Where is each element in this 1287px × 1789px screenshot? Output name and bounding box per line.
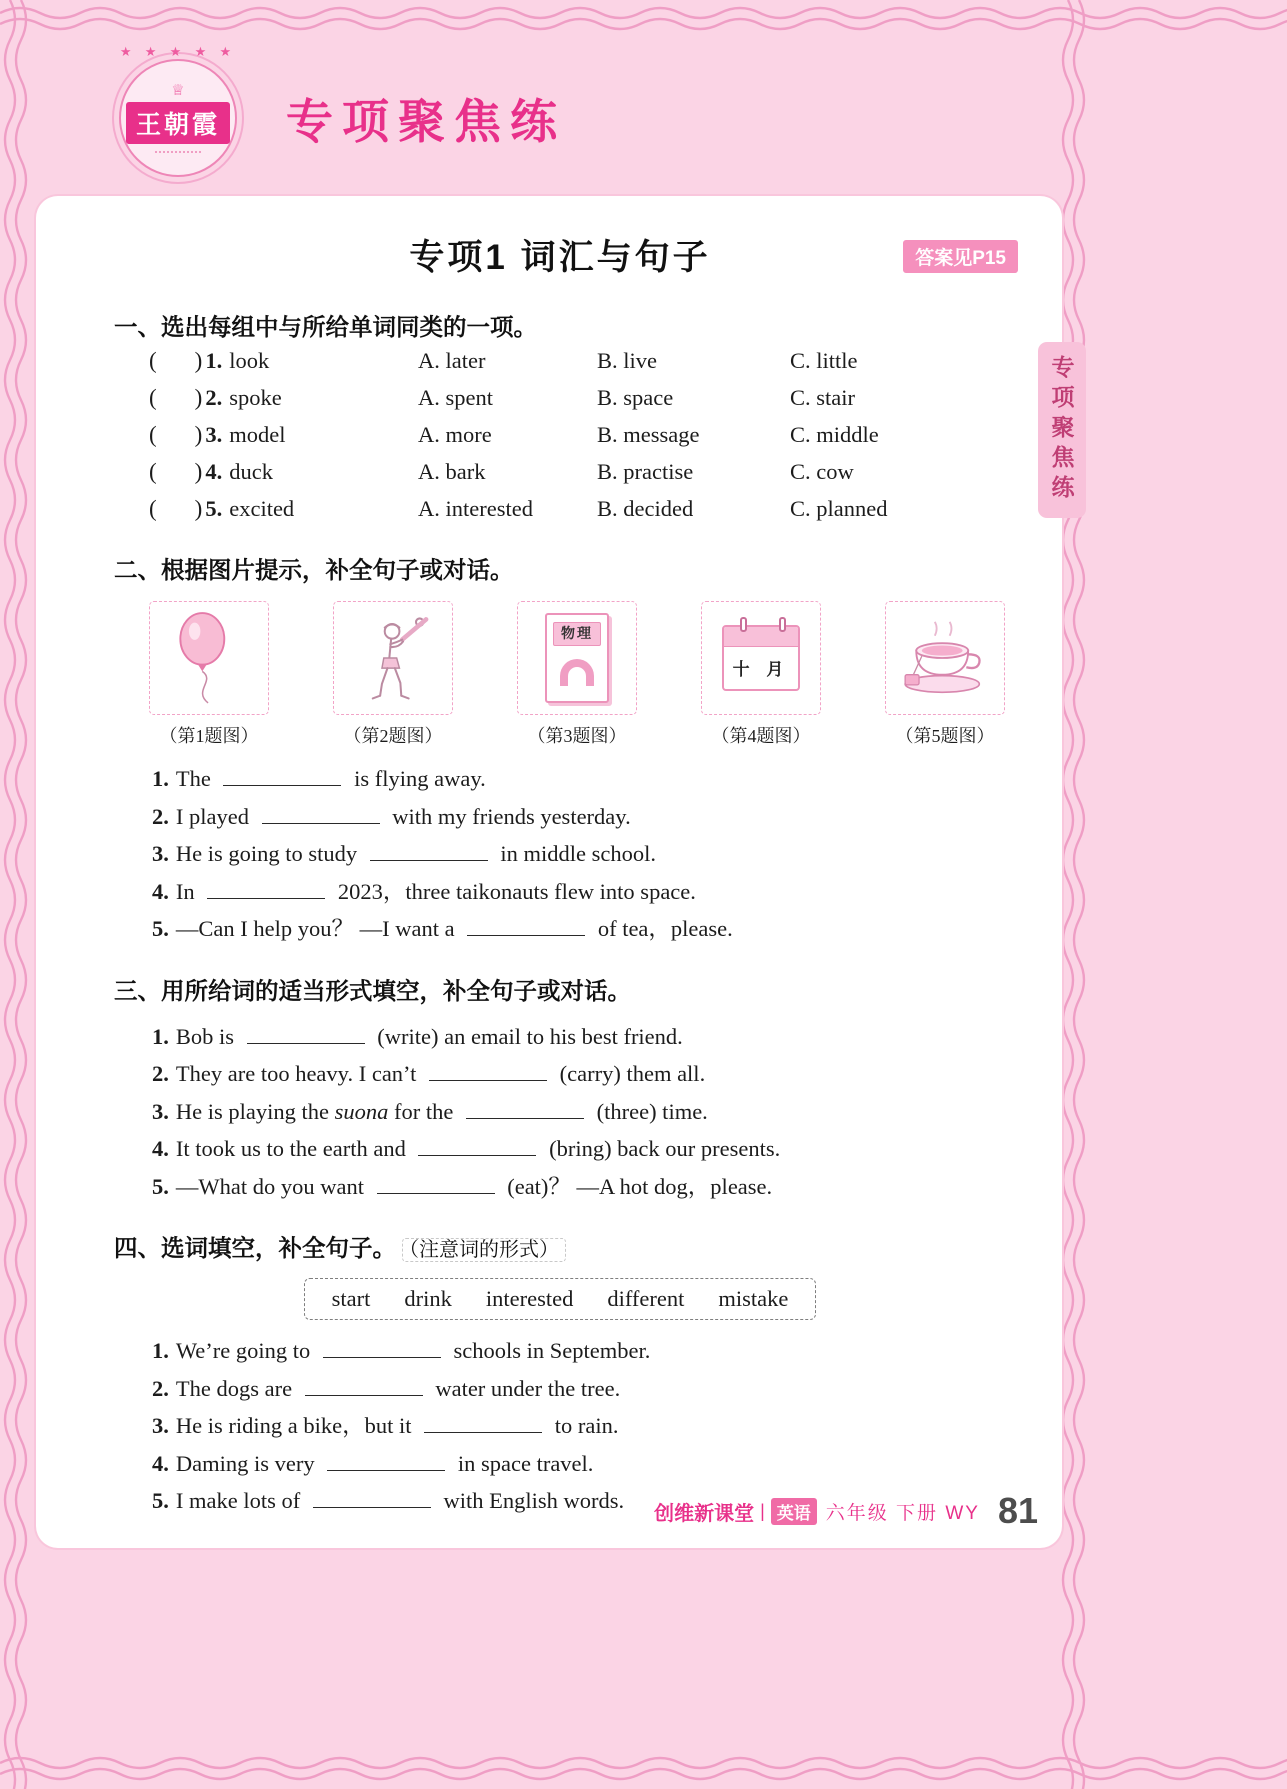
item-text-post: (three) time. bbox=[596, 1098, 708, 1124]
answer-blank[interactable] bbox=[207, 886, 325, 899]
mc-question-row bbox=[149, 490, 1006, 527]
figure-caption: （第3题图） bbox=[527, 726, 627, 746]
calendar-ring bbox=[740, 617, 747, 632]
mc-question-row bbox=[149, 453, 1006, 490]
item-number: 1. bbox=[152, 1338, 169, 1363]
item-number: 3. bbox=[152, 1413, 169, 1438]
brand-name: 王朝霞 bbox=[126, 102, 230, 144]
crown-icon: ♕ bbox=[171, 82, 185, 99]
item-text-pre: In bbox=[175, 878, 195, 904]
word-bank-word: interested bbox=[485, 1286, 574, 1311]
option-b: B. space bbox=[597, 385, 674, 410]
calendar-icon bbox=[722, 625, 800, 691]
figure-caption: （第5题图） bbox=[895, 726, 995, 746]
word-bank-word: different bbox=[607, 1286, 685, 1311]
item-number: 5. bbox=[152, 916, 169, 941]
figure-4 bbox=[701, 601, 821, 748]
answer-blank[interactable] bbox=[467, 923, 585, 936]
figure-5 bbox=[885, 601, 1005, 748]
item-text-pre: We’re going to bbox=[175, 1338, 311, 1363]
book-title-label: 物理 bbox=[553, 622, 601, 646]
magnet-icon bbox=[560, 659, 594, 686]
item-text-pre: They are too heavy. I can’t bbox=[175, 1061, 417, 1086]
item-number: 2. bbox=[152, 803, 169, 829]
item-text-post: to rain. bbox=[554, 1413, 619, 1438]
item-number: 4. bbox=[152, 1136, 169, 1161]
figure-box bbox=[885, 601, 1005, 715]
figure-3 bbox=[517, 601, 637, 748]
option-b: B. practise bbox=[597, 459, 694, 484]
figure-1 bbox=[149, 601, 269, 748]
section4-heading bbox=[114, 1229, 1006, 1263]
word-bank-word: drink bbox=[404, 1286, 452, 1311]
italic-word: suona bbox=[334, 1098, 389, 1124]
answer-blank[interactable] bbox=[262, 811, 380, 824]
item-text-post: of tea，please. bbox=[597, 916, 733, 941]
item-text-post: water under the tree. bbox=[435, 1375, 621, 1401]
item-text-pre: It took us to the earth and bbox=[175, 1136, 406, 1161]
footer-meta: 六年级 下册 WY bbox=[825, 1502, 980, 1524]
item-number: 3. bbox=[152, 1098, 169, 1124]
item-text-pre: He is riding a bike，but it bbox=[175, 1413, 412, 1438]
item-number: 4. bbox=[205, 459, 223, 484]
item-text-pre: —What do you want bbox=[175, 1173, 364, 1199]
item-number: 1. bbox=[205, 348, 223, 373]
page-number: 81 bbox=[997, 1490, 1038, 1531]
option-b: B. message bbox=[597, 422, 700, 447]
option-a: A. bark bbox=[418, 459, 486, 484]
fill-blank-item bbox=[149, 1445, 1006, 1483]
option-c: C. middle bbox=[790, 422, 879, 447]
figure-box bbox=[333, 601, 453, 715]
section4-note: （注意词的形式） bbox=[402, 1238, 566, 1262]
answer-blank[interactable] bbox=[418, 1143, 536, 1156]
section3-heading: 三、用所给词的适当形式填空，补全句子或对话。 bbox=[114, 977, 631, 1004]
option-a: A. later bbox=[418, 348, 486, 373]
fill-blank-item bbox=[149, 1055, 1006, 1093]
item-text-post: (bring) back our presents. bbox=[549, 1136, 781, 1161]
item-number: 4. bbox=[152, 878, 169, 904]
physics-book-icon bbox=[545, 613, 609, 703]
footer-brand: 创维新课堂 bbox=[654, 1502, 755, 1525]
item-number: 4. bbox=[152, 1450, 169, 1476]
item-text-post: in middle school. bbox=[500, 841, 657, 866]
calendar-ring bbox=[779, 617, 786, 632]
answer-blank[interactable] bbox=[327, 1458, 445, 1471]
answer-bracket[interactable]: ( ) bbox=[149, 385, 203, 410]
fill-blank-item bbox=[149, 1407, 1006, 1445]
answer-reference-badge: 答案见P15 bbox=[903, 240, 1018, 273]
section2-items bbox=[114, 760, 1006, 948]
stem-word: excited bbox=[229, 496, 295, 521]
item-number: 3. bbox=[152, 841, 169, 866]
stem-word: model bbox=[229, 422, 286, 447]
figure-row bbox=[149, 601, 1006, 748]
option-c: C. stair bbox=[790, 385, 855, 410]
mc-question-row bbox=[149, 379, 1006, 416]
item-text-pre: I make lots of bbox=[175, 1488, 301, 1513]
answer-bracket[interactable]: ( ) bbox=[149, 459, 203, 484]
figure-box bbox=[517, 601, 637, 715]
calendar-header bbox=[724, 627, 798, 647]
fill-blank-item bbox=[149, 1018, 1006, 1056]
figure-caption: （第2题图） bbox=[343, 726, 443, 746]
item-text-post: (carry) them all. bbox=[559, 1061, 706, 1086]
stem-word: spoke bbox=[229, 385, 282, 410]
figure-box bbox=[701, 601, 821, 715]
page-header bbox=[112, 44, 566, 184]
fill-blank-item bbox=[149, 873, 1006, 911]
answer-blank[interactable] bbox=[466, 1106, 584, 1119]
item-text-post: with my friends yesterday. bbox=[392, 803, 631, 829]
footer-subject-badge: 英语 bbox=[771, 1498, 817, 1525]
option-c: C. cow bbox=[790, 459, 854, 484]
item-text-post: with English words. bbox=[443, 1488, 625, 1513]
item-text-pre: He is playing the bbox=[175, 1098, 329, 1124]
word-bank-word: mistake bbox=[718, 1286, 789, 1311]
item-text-pre: —Can I help you？ —I want a bbox=[175, 916, 455, 941]
teacup-icon bbox=[894, 619, 996, 697]
answer-blank[interactable] bbox=[223, 773, 341, 786]
fill-blank-item bbox=[149, 835, 1006, 873]
stem-word: duck bbox=[229, 459, 273, 484]
figure-caption: （第1题图） bbox=[159, 726, 259, 746]
answer-blank[interactable] bbox=[370, 848, 488, 861]
fill-blank-item bbox=[149, 910, 1006, 948]
mc-question-row bbox=[149, 416, 1006, 453]
option-b: B. decided bbox=[597, 496, 694, 521]
fill-blank-item bbox=[149, 1332, 1006, 1370]
answer-blank[interactable] bbox=[323, 1345, 441, 1358]
option-c: C. planned bbox=[790, 496, 888, 521]
item-text-pre: The bbox=[175, 766, 211, 791]
item-text-post: 2023，three taikonauts flew into space. bbox=[337, 878, 696, 904]
item-number: 2. bbox=[152, 1061, 169, 1086]
item-text-pre: He is going to study bbox=[175, 841, 358, 866]
fill-blank-item bbox=[149, 1370, 1006, 1408]
figure-2 bbox=[333, 601, 453, 748]
item-text-mid: for the bbox=[394, 1098, 454, 1124]
item-number: 2. bbox=[152, 1375, 169, 1401]
fill-blank-item bbox=[149, 1093, 1006, 1131]
stem-word: look bbox=[229, 348, 270, 373]
page-footer bbox=[654, 1490, 1038, 1532]
brand-logo bbox=[112, 44, 244, 184]
item-text-pre: Bob is bbox=[175, 1023, 235, 1049]
option-a: A. spent bbox=[418, 385, 493, 410]
series-title: 专项聚焦练 bbox=[286, 94, 566, 148]
section1-heading: 一、选出每组中与所给单词同类的一项。 bbox=[114, 314, 537, 340]
answer-blank[interactable] bbox=[247, 1031, 365, 1044]
fill-blank-item bbox=[149, 798, 1006, 836]
item-number: 5. bbox=[152, 1488, 169, 1513]
calendar-month-label: 十 月 bbox=[732, 660, 790, 679]
answer-blank[interactable] bbox=[377, 1181, 495, 1194]
section3-items bbox=[114, 1018, 1006, 1206]
figure-box bbox=[149, 601, 269, 715]
answer-bracket[interactable]: ( ) bbox=[149, 496, 203, 521]
item-number: 3. bbox=[205, 422, 223, 447]
item-text-pre: I played bbox=[175, 803, 249, 829]
item-number: 5. bbox=[152, 1173, 169, 1199]
item-text-post: schools in September. bbox=[453, 1338, 651, 1363]
option-a: A. interested bbox=[418, 496, 533, 521]
item-text-pre: Daming is very bbox=[175, 1450, 315, 1476]
item-text-post: is flying away. bbox=[354, 766, 486, 791]
item-text-post: in space travel. bbox=[457, 1450, 594, 1476]
footer-divider: | bbox=[760, 1500, 765, 1521]
item-number: 5. bbox=[205, 496, 223, 521]
title-row bbox=[114, 230, 1006, 284]
side-tab-focus-practice: 专项聚焦练 bbox=[1038, 342, 1086, 518]
section2-heading: 二、根据图片提示，补全句子或对话。 bbox=[114, 557, 514, 583]
item-text-pre: The dogs are bbox=[175, 1375, 293, 1401]
answer-blank[interactable] bbox=[429, 1068, 547, 1081]
section4-heading-text: 四、选词填空，补全句子。 bbox=[114, 1235, 396, 1261]
answer-bracket[interactable]: ( ) bbox=[149, 348, 203, 373]
fill-blank-item bbox=[149, 760, 1006, 798]
item-number: 2. bbox=[205, 385, 223, 410]
option-b: B. live bbox=[597, 348, 657, 373]
answer-blank[interactable] bbox=[313, 1495, 431, 1508]
item-number: 1. bbox=[152, 766, 169, 791]
logo-stars-icon: ★ ★ ★ ★ ★ bbox=[119, 44, 237, 59]
fill-blank-item bbox=[149, 1130, 1006, 1168]
answer-blank[interactable] bbox=[305, 1383, 423, 1396]
balloon-icon bbox=[166, 610, 252, 706]
word-bank-word: start bbox=[331, 1286, 371, 1311]
answer-bracket[interactable]: ( ) bbox=[149, 422, 203, 447]
item-text-post: (eat)？ —A hot dog，please. bbox=[507, 1173, 773, 1199]
answer-blank[interactable] bbox=[424, 1420, 542, 1433]
content-panel bbox=[36, 196, 1062, 1548]
mc-question-row bbox=[149, 342, 1006, 379]
item-text-post: (write) an email to his best friend. bbox=[377, 1023, 683, 1049]
item-number: 1. bbox=[152, 1023, 169, 1049]
fill-blank-item bbox=[149, 1168, 1006, 1206]
logo-flourish bbox=[155, 147, 201, 153]
logo-circle bbox=[119, 59, 237, 177]
option-c: C. little bbox=[790, 348, 858, 373]
option-a: A. more bbox=[418, 422, 492, 447]
page-title: 专项1 词汇与句子 bbox=[409, 238, 711, 277]
word-bank bbox=[304, 1278, 817, 1320]
baseball-player-icon bbox=[347, 610, 439, 706]
figure-caption: （第4题图） bbox=[711, 726, 811, 746]
